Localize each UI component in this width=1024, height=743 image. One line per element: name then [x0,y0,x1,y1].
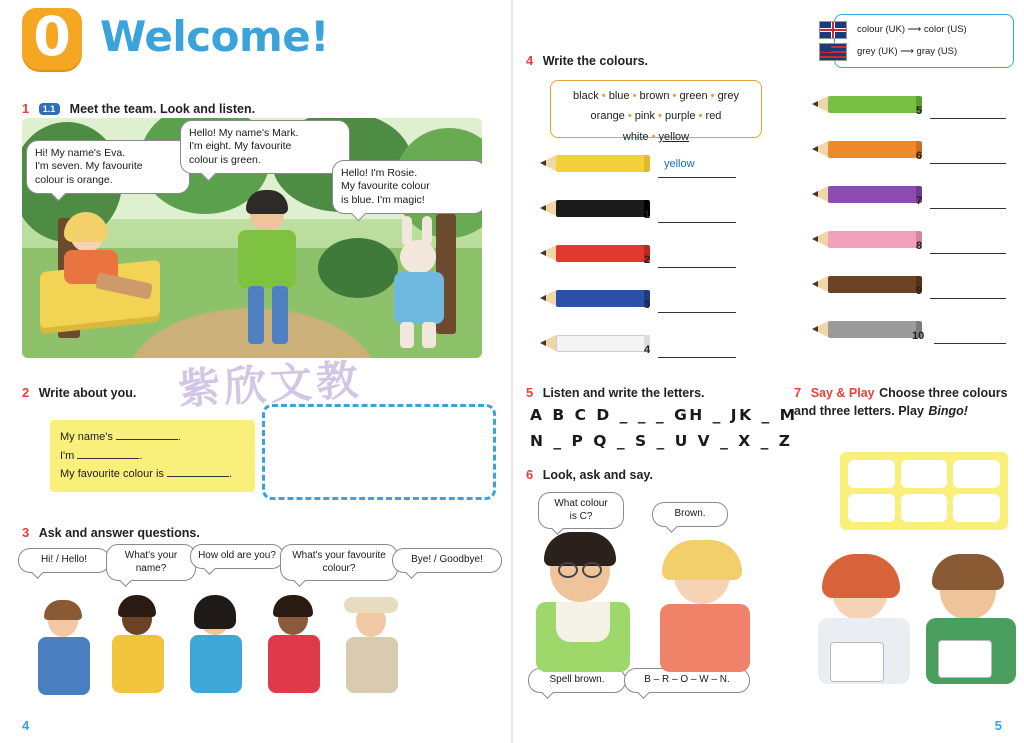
word-bank-word[interactable]: grey [717,90,739,102]
phrase-bubble-goodbye: Bye! / Goodbye! [392,548,502,573]
bingo-cell[interactable] [901,494,948,522]
bingo-cell[interactable] [848,460,895,488]
child-figure [342,603,404,715]
character-boy-bingo [922,556,1022,684]
character-eva [56,216,166,326]
answer-rule[interactable] [930,207,1006,209]
word-bank-word[interactable]: white [622,130,649,143]
speech-bubble-spell-request: Spell brown. [528,668,626,693]
exercise-2-title: Write about you. [38,385,137,400]
child-figure [186,603,248,715]
exercise-6-title: Look, ask and say. [542,467,653,482]
word-bank-word[interactable]: brown [639,90,670,102]
word-bank-row: black • blue • brown • green • grey [573,90,739,102]
word-bank-word[interactable]: red [705,110,722,123]
answer-rule[interactable] [930,252,1006,254]
exercise-2-number: 2 [22,385,30,401]
child-figure [264,603,326,715]
exercise-3-title: Ask and answer questions. [38,525,200,540]
answer-blank[interactable] [77,447,139,459]
prompt-label: My favourite colour is [60,468,164,481]
character-rosie-rabbit [386,226,462,356]
exercise-3-heading [22,524,200,542]
answer-rule[interactable] [930,297,1006,299]
word-bank-word[interactable]: green [679,90,708,102]
unit-badge [22,5,82,70]
word-bank-word[interactable]: orange [590,110,625,123]
speech-bubble-rosie: Hello! I'm Rosie. My favourite colour is blue. I'm magic! [332,160,482,214]
uk-us-note-row: colour (UK) ⟶ color (US) [857,24,967,35]
uk-us-note-row: grey (UK) ⟶ gray (US) [857,46,958,57]
us-flag-icon [819,43,847,61]
character-mark [232,196,312,356]
answer-number: 4 [644,344,651,356]
write-about-you-box[interactable] [50,420,255,492]
answer-number: 5 [916,105,923,117]
phrase-bubble-colour: What's your favourite colour? [280,544,398,581]
answer-blank[interactable] [167,465,229,477]
answer-blank[interactable] [116,428,178,440]
answer-rule[interactable] [658,356,736,358]
right-page [512,0,1024,743]
prompt-row: I'm . [60,447,245,466]
answer-rule[interactable] [930,162,1006,164]
speech-bubble-eva: Hi! My name's Eva. I'm seven. My favourite colour is orange. [26,140,190,194]
character-girl-answering [652,540,762,672]
exercise-6-heading [526,466,653,484]
bingo-cell[interactable] [848,494,895,522]
answer-number: 10 [912,330,925,342]
answer-number: 7 [916,195,923,207]
answer-rule [658,176,736,178]
exercise-5-number: 5 [526,385,534,401]
exercise-3-number: 3 [22,525,30,541]
page-title: Welcome! [100,12,329,61]
exercise-4-title: Write the colours. [542,53,649,68]
word-bank-word[interactable]: pink [634,110,655,123]
phrase-bubble-name: What's your name? [106,544,196,581]
word-bank-word-used[interactable]: yellow [658,130,690,143]
uk-flag-icon [819,21,847,39]
answer-rule[interactable] [934,342,1006,344]
answer-rule[interactable] [658,266,736,268]
prompt-row: My name's . [60,428,245,447]
answer-number: 2 [644,254,651,266]
exercise-1-title: Meet the team. Look and listen. [69,101,256,116]
child-figure [108,603,170,715]
word-bank-word[interactable]: black [573,90,599,102]
exercise-1-heading [22,100,255,118]
answer-rule[interactable] [658,221,736,223]
audio-icon[interactable]: 1.1 [39,103,61,115]
exercise-7-title-strong: Say & Play [810,385,875,400]
exercise-4-heading [526,52,648,70]
exercise-6-number: 6 [526,467,534,483]
illustration-park-scene [22,118,482,358]
exercise-7-title-rest: Choose three colours and three letters. Play [794,385,1008,418]
phrase-bubble-age: How old are you? [190,544,284,569]
exercise-1-number: 1 [22,101,30,117]
prompt-row: My favourite colour is . [60,465,245,484]
prompt-label: I'm [60,449,75,462]
word-bank-row: white • yellow [622,130,690,143]
speech-bubble-answer: Brown. [652,502,728,527]
word-bank [550,80,762,143]
page-number-left: 4 [22,718,30,733]
answer-number: 9 [916,285,923,297]
answer-number: 3 [644,299,651,311]
unit-number: 0 [33,5,71,68]
exercise-7-number: 7 [794,385,802,401]
speech-bubble-mark: Hello! My name's Mark. I'm eight. My favourite colour is green. [180,120,350,174]
character-girl-bingo [812,556,922,684]
speech-bubble-question: What colour is C? [538,492,624,529]
alphabet-line-1[interactable]: A B C D _ _ _ GH _ JK _ M [530,406,798,424]
child-figure [34,605,96,715]
alphabet-line-2[interactable]: N _ P Q _ S _ U V _ X _ Z [530,432,793,450]
word-bank-word[interactable]: purple [664,110,696,123]
bingo-cell[interactable] [953,494,1000,522]
answer-rule[interactable] [930,117,1006,119]
watermark: 紫欣文教 [176,355,364,414]
bingo-cell[interactable] [901,460,948,488]
bingo-cell[interactable] [953,460,1000,488]
word-bank-word[interactable]: blue [608,90,630,102]
answer-rule[interactable] [658,311,736,313]
answer-number: 8 [916,240,923,252]
answer-number: 1 [644,209,651,221]
character-boy-asking [532,532,642,672]
answer-filled: yellow [664,158,695,170]
exercise-2-heading [22,384,136,402]
bingo-grid[interactable] [840,452,1008,530]
word-bank-row: orange • pink • purple • red [590,110,722,123]
exercise-7-title-italic: Bingo! [928,403,968,418]
exercise-5-title: Listen and write the letters. [542,385,705,400]
page-number-right: 5 [994,718,1002,733]
exercise-5-heading [526,384,705,402]
phrase-bubble-greeting: Hi! / Hello! [18,548,110,573]
exercise-7-heading [794,384,1012,420]
exercise-4-number: 4 [526,53,534,69]
uk-us-note-box [834,14,1014,68]
answer-number: 6 [916,150,923,162]
prompt-label: My name's [60,431,113,443]
speech-bubble-spelling: B – R – O – W – N. [624,668,750,693]
drawing-area[interactable] [262,404,496,500]
